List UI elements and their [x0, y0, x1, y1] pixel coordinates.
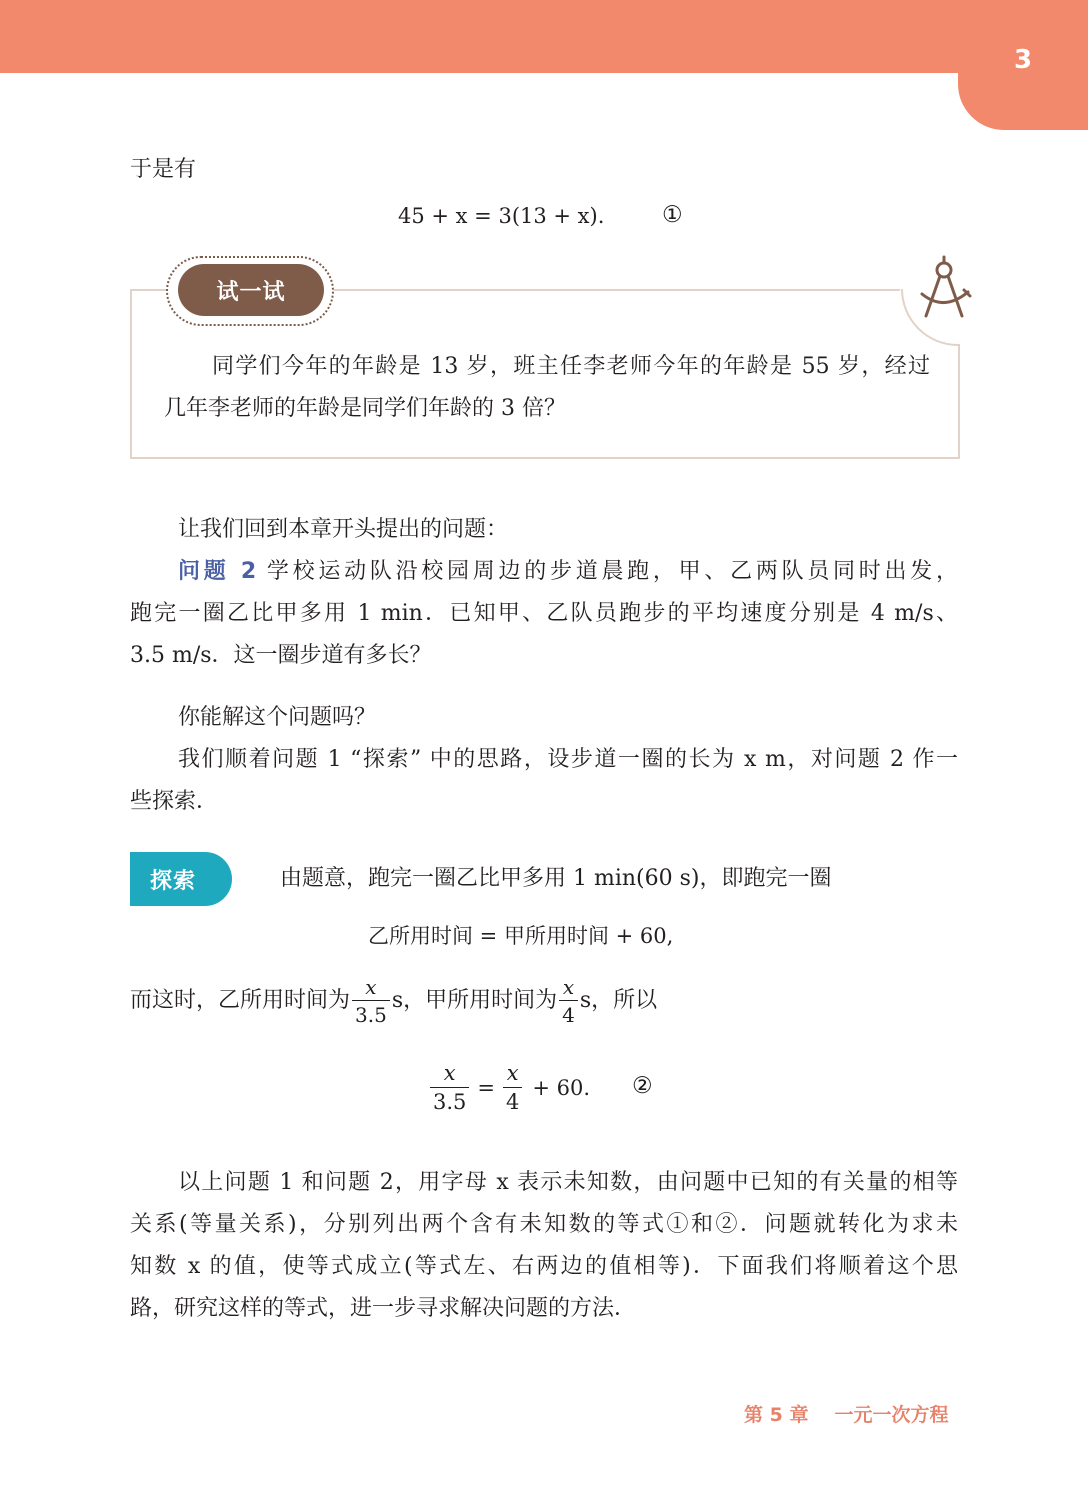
try-badge: 试一试 [178, 264, 324, 316]
fraction-x-over-4 [559, 977, 578, 1025]
equation-2 [428, 1060, 590, 1116]
return-paragraph: 让我们回到本章开头提出的问题： [178, 517, 509, 542]
explore-intro-line-1: 我们顺着问题 1 “探索” 中的思路，设步道一圈的长为 x m，对问题 2 作一 [178, 747, 958, 772]
conclusion-line-2: 关系(等量关系)，分别列出两个含有未知数的等式①和②．问题就转化为求未 [130, 1212, 958, 1237]
intro-text: 于是有 [130, 157, 197, 182]
explore-line-2 [130, 976, 657, 1026]
fraction-numerator: x [443, 1061, 456, 1085]
page-number-tab [958, 0, 1088, 130]
explore-equation: 乙所用时间 = 甲所用时间 + 60, [368, 924, 674, 948]
top-banner [0, 0, 1088, 73]
equation-2-fraction-2 [503, 1063, 522, 1113]
fraction-denominator: 3.5 [430, 1087, 469, 1113]
problem-2-line-1-text: 学校运动队沿校园周边的步道晨跑，甲、乙两队员同时出发， [266, 559, 958, 584]
try-line-1: 同学们今年的年龄是 13 岁，班主任李老师今年的年龄是 55 岁，经过 [212, 354, 930, 379]
compass-icon [918, 254, 972, 324]
fraction-numerator: x [562, 975, 575, 999]
fraction-numerator: x [365, 975, 377, 999]
footer-chapter: 第 5 章 [744, 1404, 809, 1426]
explore-badge: 探索 [130, 852, 232, 906]
equation-1 [398, 204, 604, 228]
explore-line-2-part-a: 而这时，乙所用时间为 [130, 988, 351, 1013]
fraction-numerator: x [506, 1061, 519, 1085]
equation-1-marker: ① [662, 202, 683, 228]
footer-chapter-title [744, 1400, 948, 1427]
equation-1-text: 45 + x = 3(13 + x). [398, 204, 605, 228]
fraction-denominator: 4 [559, 1000, 578, 1025]
question-text: 你能解这个问题吗？ [178, 705, 377, 730]
equals-sign: = [477, 1076, 496, 1100]
problem-2-line-2: 跑完一圈乙比甲多用 1 min．已知甲、乙队员跑步的平均速度分别是 4 m/s、 [130, 601, 958, 626]
explore-line-2-part-b: s，甲所用时间为 [391, 988, 558, 1013]
problem-2-line-1 [178, 551, 958, 593]
page-number: 3 [1013, 45, 1033, 75]
problem-2-line-3: 3.5 m/s．这一圈步道有多长？ [130, 643, 432, 668]
conclusion-line-4: 路，研究这样的等式，进一步寻求解决问题的方法． [130, 1296, 637, 1321]
explore-line-1: 由题意，跑完一圈乙比甲多用 1 min(60 s)，即跑完一圈 [280, 866, 832, 891]
fraction-x-over-3-5 [352, 977, 390, 1025]
fraction-denominator: 4 [503, 1087, 522, 1113]
try-line-2: 几年李老师的年龄是同学们年龄的 3 倍？ [164, 396, 566, 421]
explore-intro-line-2: 些探索． [130, 789, 219, 814]
conclusion-line-3: 知数 x 的值，使等式成立(等式左、右两边的值相等)．下面我们将顺着这个思 [130, 1254, 958, 1279]
footer-title: 一元一次方程 [834, 1404, 949, 1426]
equation-2-tail: + 60. [532, 1076, 591, 1100]
equation-2-fraction-1 [430, 1063, 469, 1113]
equation-2-marker: ② [632, 1073, 653, 1099]
problem-2-label: 问题 2 [178, 559, 257, 584]
fraction-denominator: 3.5 [352, 1000, 390, 1025]
explore-line-2-part-c: s，所以 [579, 988, 658, 1013]
conclusion-line-1: 以上问题 1 和问题 2，用字母 x 表示未知数，由问题中已知的有关量的相等 [178, 1170, 958, 1195]
